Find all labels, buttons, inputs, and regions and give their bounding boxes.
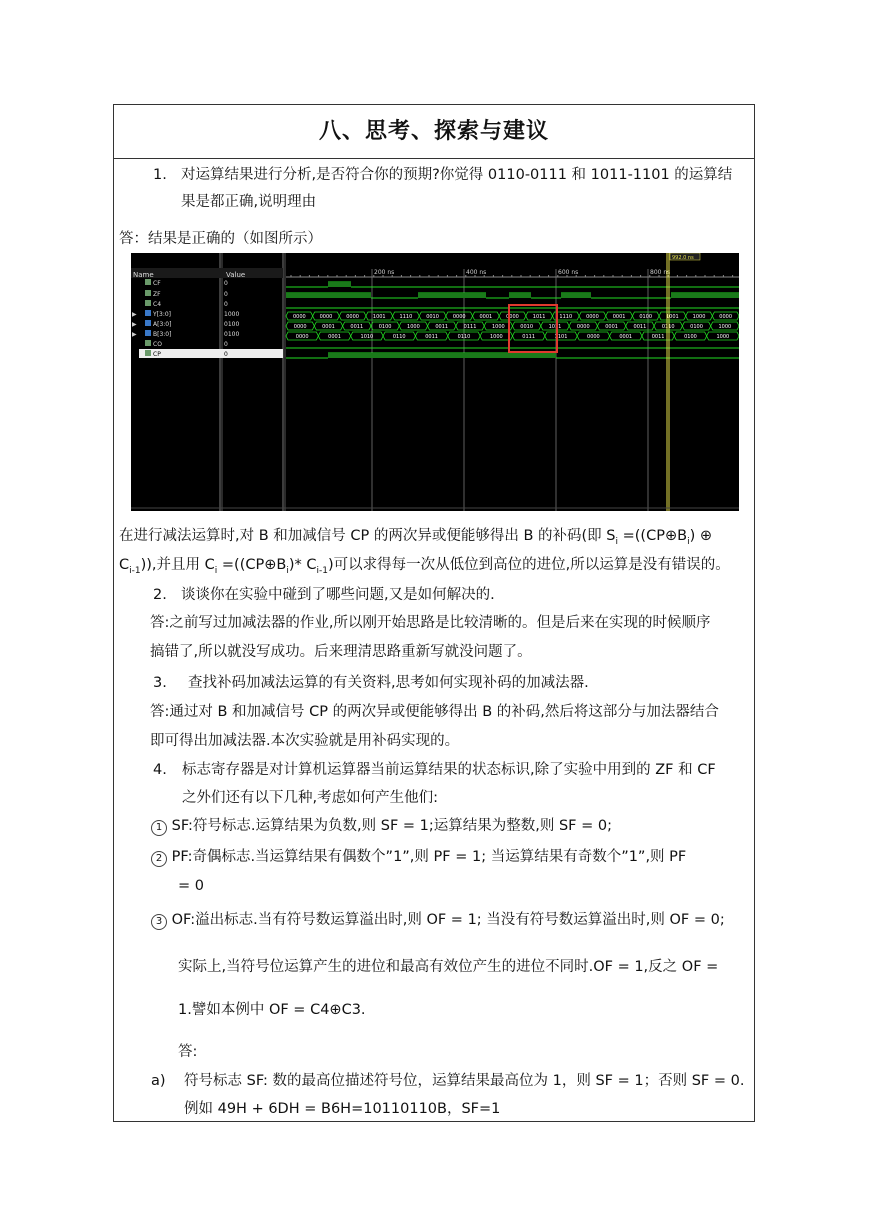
- signal-value: 0100: [224, 331, 240, 338]
- section-title: 八、思考、探索与建议: [114, 105, 754, 159]
- bus-value: 0000: [346, 314, 359, 320]
- bus-value: 0000: [319, 314, 333, 320]
- bus-value: 0100: [684, 334, 697, 340]
- bus-value: 0000: [576, 324, 590, 330]
- signal-name: Y[3:0]: [153, 311, 172, 318]
- q3-text: 查找补码加减法运算的有关资料,思考如何实现补码的加减法器.: [188, 675, 589, 691]
- signal-name: C4: [153, 301, 162, 308]
- circle-number-2: 2: [151, 851, 167, 867]
- bus-value: 0100: [639, 314, 653, 320]
- signal-name: ZF: [153, 291, 161, 298]
- time-label: 400 ns: [466, 269, 487, 276]
- bus-value: 0001: [605, 324, 618, 330]
- bus-value: 0001: [612, 314, 626, 320]
- q4-a-line1: 符号标志 SF: 数的最高位描述符号位，运算结果最高位为 1，则 SF = 1；否则 SF = 0.: [184, 1073, 745, 1089]
- q4-item3-line2: 实际上,当符号位运算产生的进位和最高有效位产生的进位不同时.OF = 1,反之 OF =: [178, 959, 719, 975]
- bus-value: 0011: [633, 324, 647, 330]
- bus-value: 0000: [506, 314, 519, 320]
- bus-value: 0010: [426, 314, 439, 320]
- signal-name: CO: [153, 341, 162, 348]
- circle-number-1: 1: [151, 820, 167, 836]
- time-label: 800 ns: [650, 269, 671, 276]
- svg-text:▶: ▶: [132, 331, 137, 338]
- q3-answer-line1: 答:通过对 B 和加减信号 CP 的两次异或便能够得出 B 的补码,然后将这部分与加法器结合: [150, 704, 719, 720]
- bus-value: 0010: [520, 324, 534, 330]
- bus-value: 0011: [350, 324, 364, 330]
- bus-value: 0111: [463, 324, 477, 330]
- svg-text:▶: ▶: [132, 321, 137, 328]
- bus-value: 0000: [292, 314, 306, 320]
- q4-item2: 2 PF:奇偶标志.当运算结果有偶数个”1”,则 PF = 1; 当运算结果有奇数个”1”,则 PF: [151, 848, 686, 867]
- svg-text:▶: ▶: [132, 311, 137, 318]
- signal-name: CP: [153, 351, 161, 358]
- bus-value: 0011: [435, 324, 449, 330]
- bus-value: 1000: [718, 324, 732, 330]
- signal-name: A[3:0]: [153, 321, 172, 328]
- q4-text-line2: 之外们还有以下几种,考虑如何产生他们:: [182, 790, 438, 806]
- q2-number: 2.: [153, 587, 167, 603]
- q4-item2-line2: = 0: [178, 878, 204, 894]
- bus-value: 1000: [489, 334, 503, 340]
- wave-header-value: Value: [226, 271, 246, 279]
- q1-explain-line1: 在进行减法运算时,对 B 和加减信号 CP 的两次异或便能够得出 B 的补码(即 $S_i$ $=((CP\oplus B_i)$ ⊕: [119, 528, 712, 547]
- signal-name: CF: [153, 280, 161, 287]
- bus-value: 1000: [692, 314, 706, 320]
- signal-value: 0100: [224, 321, 240, 328]
- q3-number: 3.: [153, 675, 167, 691]
- bus-value: 0111: [522, 334, 536, 340]
- q2-answer-line1: 答:之前写过加减法器的作业,所以刚开始思路是比较清晰的。但是后来在实现的时候顺序: [150, 615, 711, 631]
- q1-explain-line2: $C_{i-1}$)),并且用 $C_i$ $=((CP\oplus B_i)*$ $C_{i-1}$)可以求得每一次从低位到高位的进位,所以运算是没有错误的。: [119, 557, 730, 576]
- signal-value: 0: [224, 351, 228, 358]
- bus-value: 0001: [479, 314, 493, 320]
- bus-value: 0000: [295, 334, 309, 340]
- bus-value: 1000: [491, 324, 505, 330]
- signal-value: 0: [224, 291, 228, 298]
- bus-value: 0110: [392, 334, 406, 340]
- q2-answer-line2: 搞错了,所以就没写成功。后来理清思路重新写就没问题了。: [150, 644, 532, 660]
- q4-text-line1: 标志寄存器是对计算机运算器当前运算结果的状态标识,除了实验中用到的 ZF 和 CF: [182, 762, 716, 778]
- bus-value: 1001: [666, 314, 679, 320]
- bus-value: 0000: [452, 314, 466, 320]
- q4-answer-label: 答:: [178, 1044, 198, 1060]
- bus-value: 1011: [532, 314, 546, 320]
- bus-value: 0000: [587, 334, 600, 340]
- signal-name: B[3:0]: [153, 331, 172, 338]
- q3-answer-line2: 即可得出加减法器.本次实验就是用补码实现的。: [150, 733, 460, 749]
- q1-text-line1: 对运算结果进行分析,是否符合你的预期?你觉得 0110-0111 和 1011-1101 的运算结: [181, 167, 733, 183]
- q4-item3: 3 OF:溢出标志.当有符号数运算溢出时,则 OF = 1; 当没有符号数运算溢出时,则 OF = 0;: [151, 911, 725, 930]
- bus-value: 1110: [399, 314, 413, 320]
- bus-value: 1101: [554, 334, 568, 340]
- bus-value: 1011: [548, 324, 562, 330]
- bus-value: 0011: [425, 334, 438, 340]
- time-label: 200 ns: [374, 269, 395, 276]
- bus-value: 0000: [586, 314, 599, 320]
- q4-item3-line3: 1.譬如本例中 OF = C4⊕C3.: [178, 1002, 366, 1018]
- bus-value: 1010: [360, 334, 374, 340]
- q1-number: 1.: [153, 167, 167, 183]
- bus-value: 0100: [690, 324, 703, 330]
- q4-number: 4.: [153, 762, 167, 778]
- bus-value: 1110: [559, 314, 573, 320]
- bus-value: 0001: [322, 324, 335, 330]
- bus-value: 0001: [619, 334, 633, 340]
- q1-text-line2: 果是都正确,说明理由: [181, 194, 317, 210]
- wave-header-name: Name: [133, 271, 154, 279]
- bus-value: 0001: [328, 334, 341, 340]
- signal-value: 1000: [224, 311, 240, 318]
- cursor-label: 992.0 ns: [672, 255, 694, 261]
- bus-value: 0100: [378, 324, 392, 330]
- q2-text: 谈谈你在实验中碰到了哪些问题,又是如何解决的.: [181, 587, 495, 603]
- circle-number-3: 3: [151, 914, 167, 930]
- q4-item1: 1 SF:符号标志.运算结果为负数,则 SF = 1;运算结果为整数,则 SF = 0;: [151, 817, 612, 836]
- bus-value: 0011: [651, 334, 665, 340]
- waveform-svg: [131, 253, 739, 511]
- bus-value: 0110: [457, 334, 471, 340]
- bus-value: 0000: [293, 324, 307, 330]
- signal-value: 0: [224, 301, 228, 308]
- signal-value: 0: [224, 341, 228, 348]
- signal-value: 0: [224, 280, 228, 287]
- q4-a-line2: 例如 49H + 6DH = B6H=10110110B，SF=1: [184, 1101, 501, 1117]
- bus-value: 1000: [716, 334, 730, 340]
- bus-value: 0000: [719, 314, 733, 320]
- waveform-screenshot: [131, 253, 739, 511]
- bus-value: 1001: [372, 314, 386, 320]
- bus-value: 0110: [661, 324, 675, 330]
- bus-value: 1000: [407, 324, 420, 330]
- q4-a-mark: a): [151, 1073, 166, 1089]
- time-label: 600 ns: [558, 269, 579, 276]
- q1-answer: 答：结果是正确的（如图所示）: [119, 231, 322, 247]
